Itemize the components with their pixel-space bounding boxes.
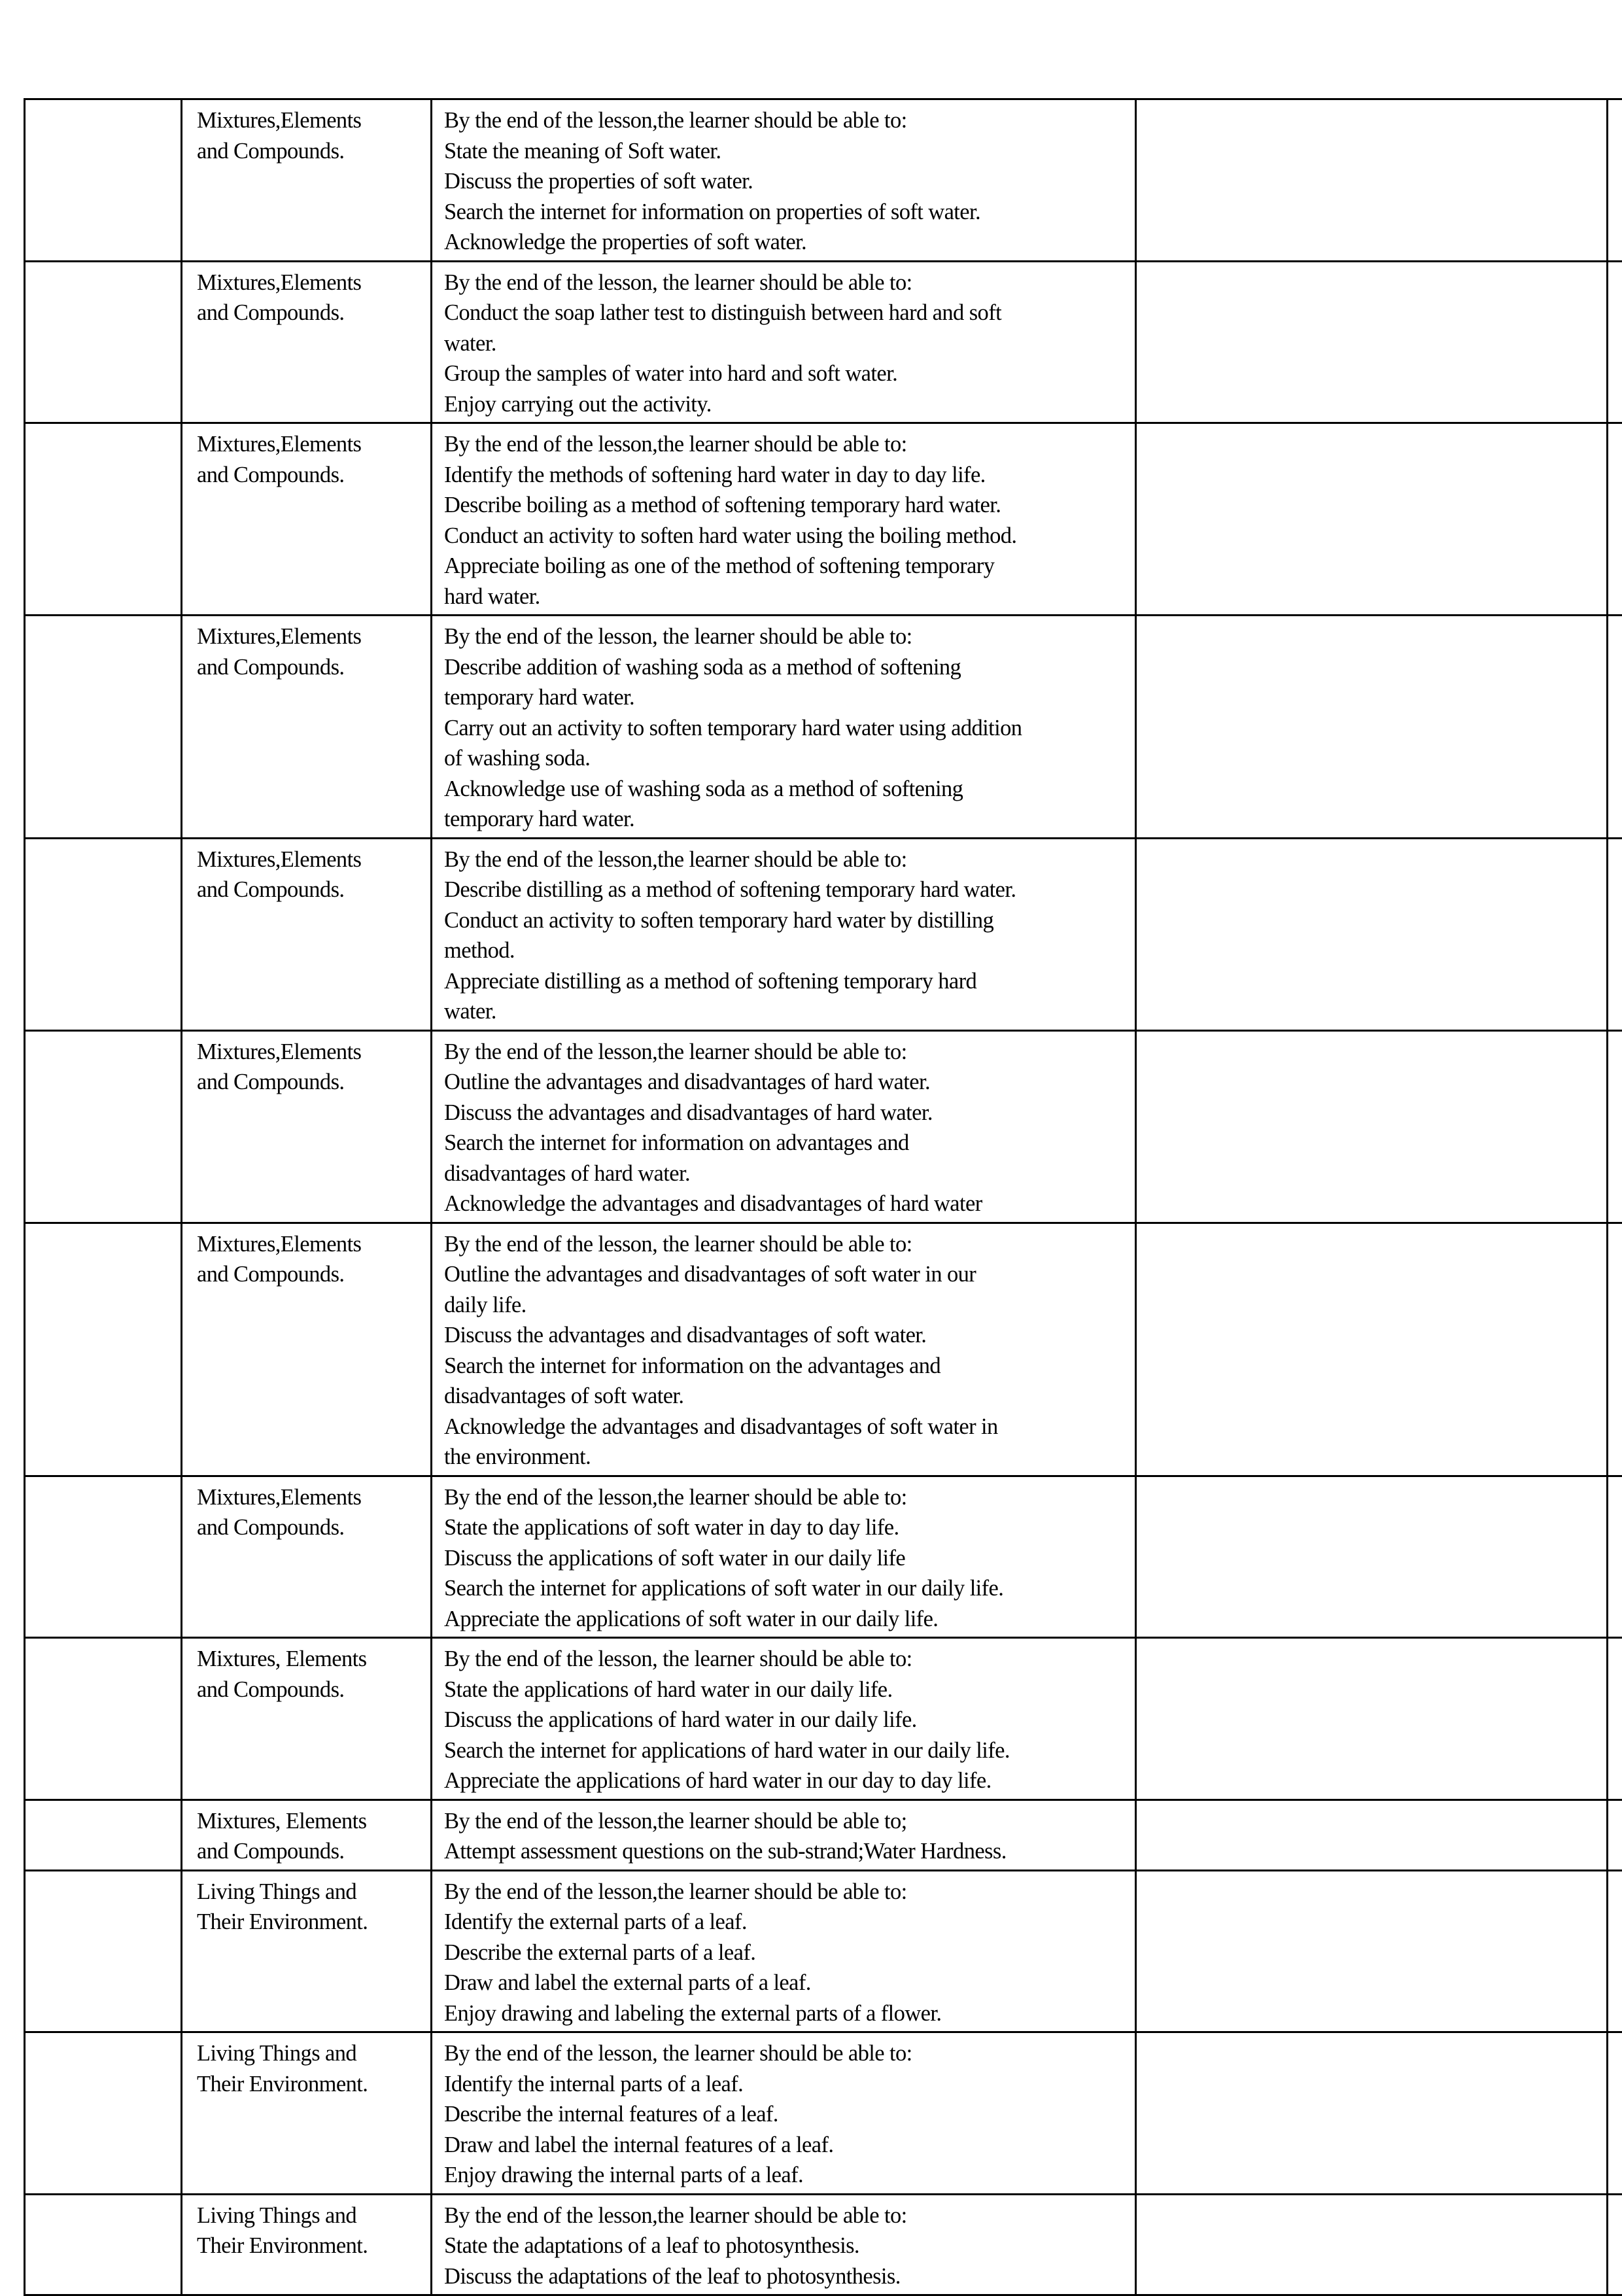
strand-text: Mixtures,Elements bbox=[197, 268, 423, 298]
table-row bbox=[25, 1223, 1622, 1476]
table-body bbox=[25, 99, 1622, 2295]
strand-cell bbox=[182, 261, 432, 423]
table-row bbox=[25, 1476, 1622, 1638]
remarks-cell bbox=[1608, 1030, 1622, 1223]
outcome-item: Search the internet for information on properties of soft water. bbox=[444, 197, 1127, 228]
outcome-item: daily life. bbox=[444, 1290, 1127, 1321]
remarks-cell bbox=[1608, 1223, 1622, 1476]
table-row bbox=[25, 1870, 1622, 2032]
strand-text: and Compounds. bbox=[197, 460, 423, 491]
outcomes-intro: By the end of the lesson,the learner should be able to: bbox=[444, 2200, 1127, 2231]
outcomes-intro: By the end of the lesson,the learner should be able to: bbox=[444, 1482, 1127, 1513]
empty-cell bbox=[1136, 1030, 1608, 1223]
outcome-item: Draw and label the external parts of a leaf. bbox=[444, 1968, 1127, 1998]
outcomes-intro: By the end of the lesson, the learner should be able to: bbox=[444, 1229, 1127, 1260]
outcome-item: Discuss the applications of hard water in our daily life. bbox=[444, 1705, 1127, 1735]
outcome-item: Describe distilling as a method of softening temporary hard water. bbox=[444, 875, 1127, 905]
outcomes-intro: By the end of the lesson,the learner should be able to; bbox=[444, 1806, 1127, 1837]
table-row bbox=[25, 1800, 1622, 1870]
outcome-item: water. bbox=[444, 996, 1127, 1027]
outcomes-intro: By the end of the lesson, the learner should be able to: bbox=[444, 268, 1127, 298]
outcome-item: Enjoy drawing and labeling the external parts of a flower. bbox=[444, 1998, 1127, 2029]
empty-cell bbox=[1136, 2032, 1608, 2195]
strand-cell bbox=[182, 2032, 432, 2195]
strand-text: Mixtures, Elements bbox=[197, 1806, 423, 1837]
outcome-item: of washing soda. bbox=[444, 743, 1127, 774]
empty-cell bbox=[1136, 423, 1608, 616]
strand-text: Mixtures,Elements bbox=[197, 844, 423, 875]
strand-cell bbox=[182, 423, 432, 616]
remarks-cell bbox=[1608, 423, 1622, 616]
outcome-item: Appreciate the applications of soft water in our daily life. bbox=[444, 1604, 1127, 1635]
strand-text: Their Environment. bbox=[197, 2069, 423, 2100]
outcome-item: Outline the advantages and disadvantages of hard water. bbox=[444, 1067, 1127, 1098]
outcome-item: Search the internet for applications of soft water in our daily life. bbox=[444, 1573, 1127, 1604]
strand-text: and Compounds. bbox=[197, 1512, 423, 1543]
outcome-item: Draw and label the internal features of a leaf. bbox=[444, 2130, 1127, 2161]
strand-text: Mixtures,Elements bbox=[197, 105, 423, 136]
strand-text: and Compounds. bbox=[197, 652, 423, 683]
table-row bbox=[25, 423, 1622, 616]
outcome-item: Attempt assessment questions on the sub-strand;Water Hardness. bbox=[444, 1836, 1127, 1867]
outcome-item: temporary hard water. bbox=[444, 682, 1127, 713]
outcome-item: Acknowledge the advantages and disadvantages of soft water in bbox=[444, 1412, 1127, 1442]
outcomes-intro: By the end of the lesson, the learner should be able to: bbox=[444, 2038, 1127, 2069]
strand-cell bbox=[182, 616, 432, 839]
outcome-item: the environment. bbox=[444, 1442, 1127, 1472]
learning-outcomes-cell bbox=[432, 1223, 1136, 1476]
learning-outcomes-cell bbox=[432, 2032, 1136, 2195]
outcomes-intro: By the end of the lesson,the learner should be able to: bbox=[444, 429, 1127, 460]
outcome-item: Identify the internal parts of a leaf. bbox=[444, 2069, 1127, 2100]
outcome-item: disadvantages of soft water. bbox=[444, 1381, 1127, 1412]
outcome-item: Search the internet for information on advantages and bbox=[444, 1128, 1127, 1158]
remarks-cell bbox=[1608, 2194, 1622, 2295]
remarks-cell bbox=[1608, 1870, 1622, 2032]
strand-text: and Compounds. bbox=[197, 298, 423, 328]
empty-cell bbox=[1136, 1870, 1608, 2032]
strand-text: and Compounds. bbox=[197, 136, 423, 167]
empty-cell bbox=[1136, 261, 1608, 423]
table-row bbox=[25, 1638, 1622, 1800]
remarks-cell bbox=[1608, 1800, 1622, 1870]
strand-cell bbox=[182, 838, 432, 1030]
learning-outcomes-cell bbox=[432, 1030, 1136, 1223]
strand-text: Their Environment. bbox=[197, 1907, 423, 1938]
week-lesson-cell bbox=[25, 2194, 182, 2295]
outcome-item: Describe the external parts of a leaf. bbox=[444, 1938, 1127, 1968]
outcomes-intro: By the end of the lesson,the learner should be able to: bbox=[444, 1037, 1127, 1068]
outcome-item: Identify the external parts of a leaf. bbox=[444, 1907, 1127, 1938]
empty-cell bbox=[1136, 838, 1608, 1030]
outcome-item: Search the internet for applications of hard water in our daily life. bbox=[444, 1735, 1127, 1766]
empty-cell bbox=[1136, 1223, 1608, 1476]
empty-cell bbox=[1136, 1800, 1608, 1870]
outcome-item: Identify the methods of softening hard water in day to day life. bbox=[444, 460, 1127, 491]
outcome-item: Acknowledge use of washing soda as a method of softening bbox=[444, 774, 1127, 805]
week-lesson-cell bbox=[25, 616, 182, 839]
strand-text: Mixtures,Elements bbox=[197, 1229, 423, 1260]
outcome-item: Conduct an activity to soften hard water using the boiling method. bbox=[444, 521, 1127, 551]
outcome-item: Discuss the adaptations of the leaf to photosynthesis. bbox=[444, 2261, 1127, 2292]
outcome-item: State the meaning of Soft water. bbox=[444, 136, 1127, 167]
outcomes-intro: By the end of the lesson,the learner should be able to: bbox=[444, 1877, 1127, 1907]
outcome-item: State the applications of soft water in day to day life. bbox=[444, 1512, 1127, 1543]
outcome-item: Discuss the applications of soft water in our daily life bbox=[444, 1543, 1127, 1574]
outcome-item: Acknowledge the properties of soft water. bbox=[444, 227, 1127, 258]
table-row bbox=[25, 1030, 1622, 1223]
remarks-cell bbox=[1608, 99, 1622, 262]
strand-cell bbox=[182, 1030, 432, 1223]
outcome-item: method. bbox=[444, 935, 1127, 966]
empty-cell bbox=[1136, 1476, 1608, 1638]
strand-cell bbox=[182, 1638, 432, 1800]
strand-cell bbox=[182, 1476, 432, 1638]
outcome-item: Enjoy drawing the internal parts of a leaf. bbox=[444, 2160, 1127, 2191]
outcome-item: Group the samples of water into hard and soft water. bbox=[444, 358, 1127, 389]
remarks-cell bbox=[1608, 838, 1622, 1030]
table-row bbox=[25, 261, 1622, 423]
outcome-item: Appreciate the applications of hard water in our day to day life. bbox=[444, 1765, 1127, 1796]
week-lesson-cell bbox=[25, 1870, 182, 2032]
learning-outcomes-cell bbox=[432, 1476, 1136, 1638]
table-row bbox=[25, 2032, 1622, 2195]
week-lesson-cell bbox=[25, 2032, 182, 2195]
outcome-item: Describe addition of washing soda as a method of softening bbox=[444, 652, 1127, 683]
strand-text: Living Things and bbox=[197, 2200, 423, 2231]
week-lesson-cell bbox=[25, 1223, 182, 1476]
remarks-cell bbox=[1608, 261, 1622, 423]
outcome-item: hard water. bbox=[444, 582, 1127, 612]
outcome-item: Appreciate distilling as a method of softening temporary hard bbox=[444, 966, 1127, 997]
strand-text: Mixtures,Elements bbox=[197, 429, 423, 460]
learning-outcomes-cell bbox=[432, 423, 1136, 616]
outcomes-intro: By the end of the lesson, the learner should be able to: bbox=[444, 621, 1127, 652]
outcome-item: Describe the internal features of a leaf. bbox=[444, 2099, 1127, 2130]
outcome-item: Discuss the properties of soft water. bbox=[444, 166, 1127, 197]
outcome-item: Appreciate boiling as one of the method of softening temporary bbox=[444, 551, 1127, 582]
outcome-item: State the applications of hard water in our daily life. bbox=[444, 1675, 1127, 1705]
strand-text: and Compounds. bbox=[197, 1836, 423, 1867]
strand-text: Mixtures, Elements bbox=[197, 1644, 423, 1675]
strand-text: and Compounds. bbox=[197, 1259, 423, 1290]
outcomes-intro: By the end of the lesson, the learner should be able to: bbox=[444, 1644, 1127, 1675]
empty-cell bbox=[1136, 1638, 1608, 1800]
table-row bbox=[25, 616, 1622, 839]
strand-text: Their Environment. bbox=[197, 2231, 423, 2261]
week-lesson-cell bbox=[25, 1800, 182, 1870]
week-lesson-cell bbox=[25, 1030, 182, 1223]
strand-text: Living Things and bbox=[197, 1877, 423, 1907]
strand-text: and Compounds. bbox=[197, 1675, 423, 1705]
outcome-item: Discuss the advantages and disadvantages of hard water. bbox=[444, 1098, 1127, 1128]
empty-cell bbox=[1136, 616, 1608, 839]
outcome-item: Discuss the advantages and disadvantages of soft water. bbox=[444, 1320, 1127, 1351]
outcome-item: Carry out an activity to soften temporary hard water using addition bbox=[444, 713, 1127, 744]
learning-outcomes-cell bbox=[432, 1800, 1136, 1870]
scheme-of-work-table bbox=[24, 98, 1622, 2296]
remarks-cell bbox=[1608, 2032, 1622, 2195]
outcome-item: temporary hard water. bbox=[444, 804, 1127, 835]
week-lesson-cell bbox=[25, 423, 182, 616]
learning-outcomes-cell bbox=[432, 2194, 1136, 2295]
table-row bbox=[25, 838, 1622, 1030]
learning-outcomes-cell bbox=[432, 838, 1136, 1030]
remarks-cell bbox=[1608, 1476, 1622, 1638]
week-lesson-cell bbox=[25, 838, 182, 1030]
outcome-item: Conduct the soap lather test to distinguish between hard and soft bbox=[444, 298, 1127, 328]
outcome-item: Acknowledge the advantages and disadvantages of hard water bbox=[444, 1189, 1127, 1219]
learning-outcomes-cell bbox=[432, 616, 1136, 839]
strand-text: Mixtures,Elements bbox=[197, 1037, 423, 1068]
week-lesson-cell bbox=[25, 1638, 182, 1800]
outcome-item: Conduct an activity to soften temporary hard water by distilling bbox=[444, 905, 1127, 936]
empty-cell bbox=[1136, 2194, 1608, 2295]
strand-cell bbox=[182, 99, 432, 262]
learning-outcomes-cell bbox=[432, 1870, 1136, 2032]
outcome-item: State the adaptations of a leaf to photosynthesis. bbox=[444, 2231, 1127, 2261]
strand-cell bbox=[182, 1800, 432, 1870]
outcome-item: Enjoy carrying out the activity. bbox=[444, 389, 1127, 420]
learning-outcomes-cell bbox=[432, 1638, 1136, 1800]
remarks-cell bbox=[1608, 1638, 1622, 1800]
strand-cell bbox=[182, 2194, 432, 2295]
strand-cell bbox=[182, 1223, 432, 1476]
table-row bbox=[25, 2194, 1622, 2295]
outcome-item: Search the internet for information on the advantages and bbox=[444, 1351, 1127, 1382]
outcomes-intro: By the end of the lesson,the learner should be able to: bbox=[444, 844, 1127, 875]
week-lesson-cell bbox=[25, 99, 182, 262]
remarks-cell bbox=[1608, 616, 1622, 839]
strand-text: and Compounds. bbox=[197, 1067, 423, 1098]
week-lesson-cell bbox=[25, 1476, 182, 1638]
learning-outcomes-cell bbox=[432, 99, 1136, 262]
outcome-item: Outline the advantages and disadvantages of soft water in our bbox=[444, 1259, 1127, 1290]
week-lesson-cell bbox=[25, 261, 182, 423]
outcomes-intro: By the end of the lesson,the learner should be able to: bbox=[444, 105, 1127, 136]
strand-cell bbox=[182, 1870, 432, 2032]
outcome-item: water. bbox=[444, 328, 1127, 359]
strand-text: Mixtures,Elements bbox=[197, 621, 423, 652]
outcome-item: disadvantages of hard water. bbox=[444, 1158, 1127, 1189]
learning-outcomes-cell bbox=[432, 261, 1136, 423]
strand-text: Mixtures,Elements bbox=[197, 1482, 423, 1513]
outcome-item: Describe boiling as a method of softening temporary hard water. bbox=[444, 490, 1127, 521]
empty-cell bbox=[1136, 99, 1608, 262]
strand-text: Living Things and bbox=[197, 2038, 423, 2069]
strand-text: and Compounds. bbox=[197, 875, 423, 905]
table-row bbox=[25, 99, 1622, 262]
